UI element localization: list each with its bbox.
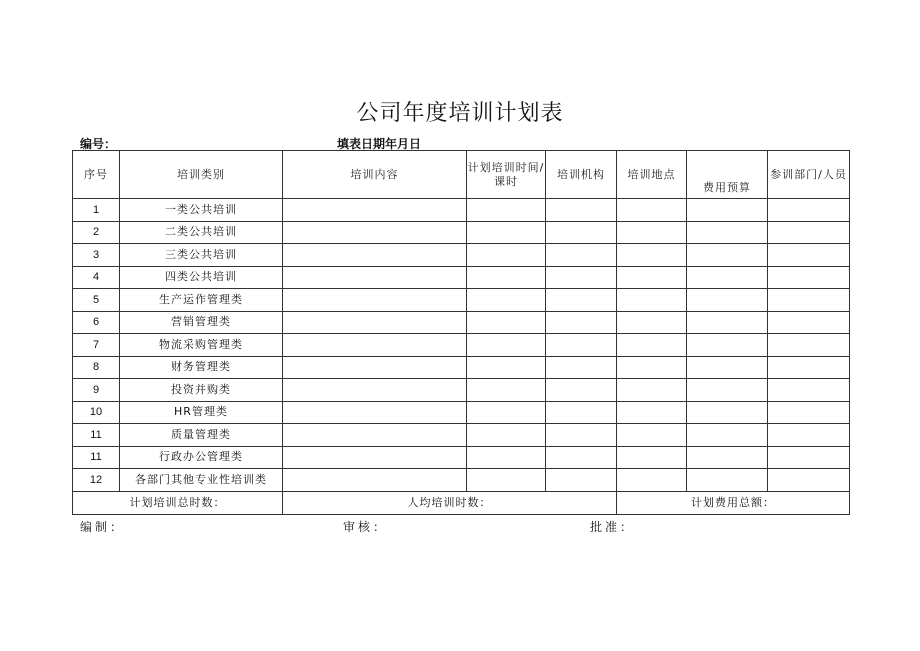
cell-content[interactable] [283,469,467,492]
row-category: 质量管理类 [120,424,283,447]
cell-content[interactable] [283,221,467,244]
cell-content[interactable] [283,244,467,267]
cell-location[interactable] [617,424,687,447]
cell-hours[interactable] [467,424,546,447]
header-row [73,151,850,199]
header-hours: 计划培训时间/课时 [467,151,546,199]
row-category: 物流采购管理类 [120,334,283,357]
table-row [73,356,850,379]
cell-content[interactable] [283,334,467,357]
cell-budget[interactable] [687,334,768,357]
cell-institution[interactable] [546,221,617,244]
cell-content[interactable] [283,401,467,424]
summary-row [73,491,850,514]
row-category: 生产运作管理类 [120,289,283,312]
row-number: 10 [73,401,120,424]
cell-attendees[interactable] [768,446,850,469]
cell-location[interactable] [617,289,687,312]
cell-hours[interactable] [467,446,546,469]
header-category: 培训类别 [120,151,283,199]
table-row [73,424,850,447]
cell-attendees[interactable] [768,379,850,402]
row-category: 投资并购类 [120,379,283,402]
header-seq: 序号 [73,151,120,199]
cell-attendees[interactable] [768,266,850,289]
cell-hours[interactable] [467,199,546,222]
cell-location[interactable] [617,334,687,357]
cell-institution[interactable] [546,311,617,334]
table-row [73,266,850,289]
cell-location[interactable] [617,401,687,424]
cell-institution[interactable] [546,266,617,289]
cell-budget[interactable] [687,199,768,222]
table-row [73,289,850,312]
table-row [73,379,850,402]
row-number: 2 [73,221,120,244]
approved-by-label: 批准： [590,520,636,534]
row-category: 行政办公管理类 [120,446,283,469]
cell-location[interactable] [617,221,687,244]
row-number: 4 [73,266,120,289]
cell-content[interactable] [283,289,467,312]
cell-hours[interactable] [467,334,546,357]
row-number: 1 [73,199,120,222]
cell-budget[interactable] [687,446,768,469]
table-row [73,469,850,492]
cell-budget[interactable] [687,379,768,402]
cell-location[interactable] [617,379,687,402]
table-row [73,446,850,469]
row-number: 6 [73,311,120,334]
table-row [73,401,850,424]
row-category: 财务管理类 [120,356,283,379]
row-number: 11 [73,424,120,447]
cell-hours[interactable] [467,244,546,267]
cell-location[interactable] [617,266,687,289]
cell-budget[interactable] [687,221,768,244]
header-content: 培训内容 [283,151,467,199]
cell-hours[interactable] [467,266,546,289]
cell-attendees[interactable] [768,334,850,357]
cell-budget[interactable] [687,289,768,312]
cell-institution[interactable] [546,401,617,424]
table-row [73,221,850,244]
cell-budget[interactable] [687,244,768,267]
cell-hours[interactable] [467,289,546,312]
total-cost-label[interactable]: 计划费用总额： [617,491,850,514]
cell-content[interactable] [283,311,467,334]
cell-location[interactable] [617,356,687,379]
cell-budget[interactable] [687,469,768,492]
cell-budget[interactable] [687,356,768,379]
table-row [73,334,850,357]
row-category: 各部门其他专业性培训类 [120,469,283,492]
cell-content[interactable] [283,424,467,447]
table-row [73,199,850,222]
cell-content[interactable] [283,266,467,289]
row-number: 11 [73,446,120,469]
header-budget: 费用预算 [687,151,768,199]
cell-hours[interactable] [467,401,546,424]
row-number: 8 [73,356,120,379]
row-category: 营销管理类 [120,311,283,334]
cell-hours[interactable] [467,311,546,334]
per-capita-hours-label[interactable]: 人均培训时数： [283,491,617,514]
fill-date-label: 填表日期年月日 [337,137,422,151]
cell-hours[interactable] [467,379,546,402]
row-category: 三类公共培训 [120,244,283,267]
row-number: 3 [73,244,120,267]
cell-attendees[interactable] [768,424,850,447]
row-category: 四类公共培训 [120,266,283,289]
cell-institution[interactable] [546,244,617,267]
header-institution: 培训机构 [546,151,617,199]
cell-attendees[interactable] [768,401,850,424]
cell-budget[interactable] [687,424,768,447]
row-number: 12 [73,469,120,492]
training-plan-table [72,150,850,515]
cell-attendees[interactable] [768,469,850,492]
cell-institution[interactable] [546,446,617,469]
cell-institution[interactable] [546,379,617,402]
row-number: 9 [73,379,120,402]
cell-institution[interactable] [546,289,617,312]
cell-attendees[interactable] [768,289,850,312]
cell-budget[interactable] [687,311,768,334]
cell-location[interactable] [617,469,687,492]
row-number: 7 [73,334,120,357]
cell-attendees[interactable] [768,244,850,267]
row-category: 二类公共培训 [120,221,283,244]
cell-location[interactable] [617,446,687,469]
cell-hours[interactable] [467,221,546,244]
number-label: 编号： [80,137,117,151]
table-row [73,311,850,334]
cell-attendees[interactable] [768,199,850,222]
prepared-by-label: 编制： [80,520,126,534]
row-category: 一类公共培训 [120,199,283,222]
cell-institution[interactable] [546,334,617,357]
cell-content[interactable] [283,379,467,402]
cell-budget[interactable] [687,401,768,424]
cell-institution[interactable] [546,469,617,492]
cell-budget[interactable] [687,266,768,289]
header-location: 培训地点 [617,151,687,199]
cell-content[interactable] [283,199,467,222]
cell-attendees[interactable] [768,311,850,334]
cell-institution[interactable] [546,356,617,379]
cell-content[interactable] [283,356,467,379]
cell-attendees[interactable] [768,356,850,379]
row-number: 5 [73,289,120,312]
page-title: 公司年度培训计划表 [356,101,564,126]
cell-institution[interactable] [546,424,617,447]
cell-location[interactable] [617,244,687,267]
cell-content[interactable] [283,446,467,469]
table-row [73,244,850,267]
total-hours-label[interactable]: 计划培训总时数： [73,491,283,514]
cell-location[interactable] [617,199,687,222]
header-attendees: 参训部门/人员 [768,151,850,199]
cell-institution[interactable] [546,199,617,222]
cell-hours[interactable] [467,356,546,379]
cell-location[interactable] [617,311,687,334]
cell-hours[interactable] [467,469,546,492]
cell-attendees[interactable] [768,221,850,244]
row-category: HR管理类 [120,401,283,424]
reviewed-by-label: 审核： [343,520,389,534]
